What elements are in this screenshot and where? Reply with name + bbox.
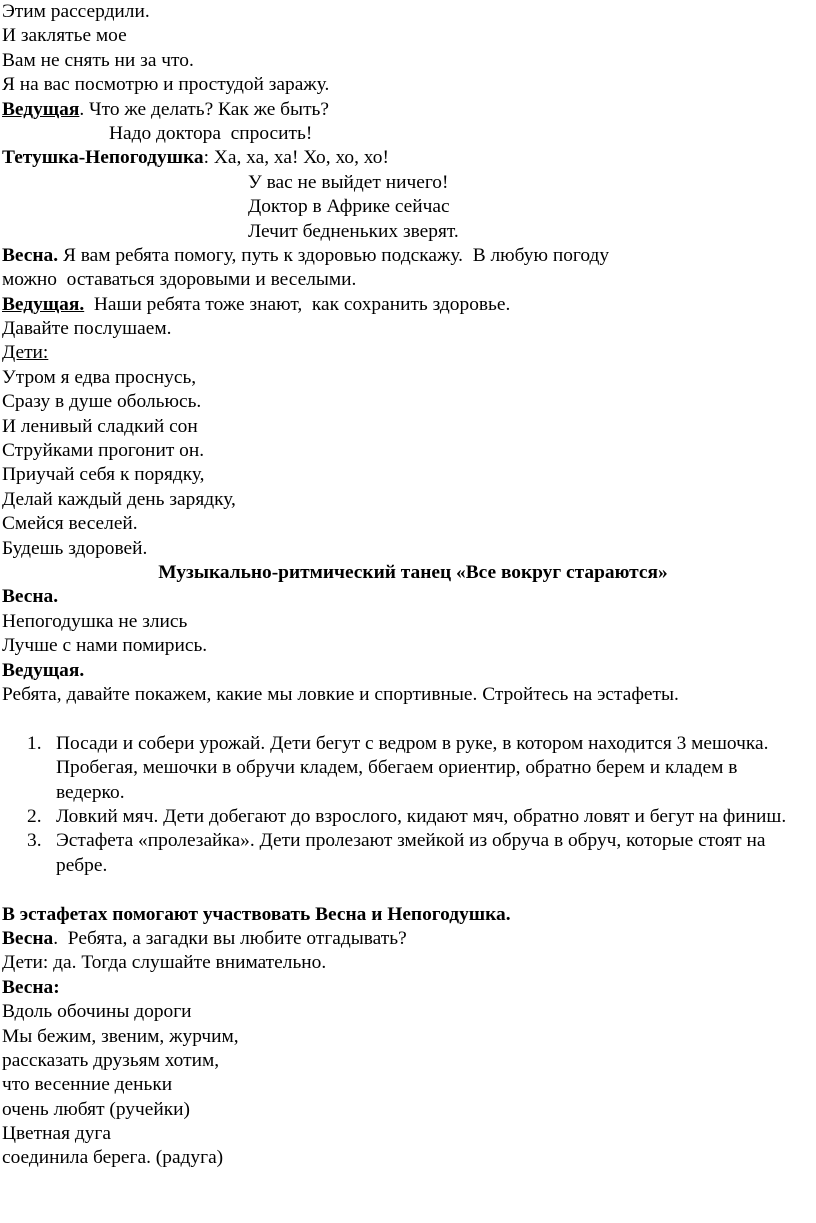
dialogue-line [2,927,814,951]
riddle-line: Мы бежим, звеним, журчим, [2,1025,239,1047]
speaker-label: Весна: [2,976,60,998]
relay-list [2,732,814,878]
riddle-line: очень любят (ручейки) [2,1098,190,1120]
text-line: можно оставаться здоровыми и веселыми. [2,269,357,291]
text-line: Дети: да. Тогда слушайте внимательно. [2,952,327,974]
riddle-line: соединила берега. (радуга) [2,1147,224,1169]
list-number: 2. [27,805,42,827]
bold-note: В эстафетах помогают участвовать Весна и Непогодушка. [2,903,511,925]
speaker-label: Весна. [2,244,59,266]
speaker-label: Дети: [2,342,49,364]
riddle-line: Вдоль обочины дороги [2,1001,192,1023]
dialogue-line [2,244,814,268]
riddle-line: Цветная дуга [2,1123,111,1145]
list-text: Эстафета «пролезайка». Дети пролезают змейкой из обруча в обруч, которые стоят на ребре. [56,830,766,876]
speaker-label: Ведущая. [2,659,85,681]
document-page [2,0,814,1171]
dialogue-line [2,146,814,170]
dialogue-line [2,98,814,122]
poem-line: Сразу в душе обольюсь. [2,391,202,413]
list-text: Посади и собери урожай. Дети бегут с ведром в руке, в котором находится 3 мешочка. Пробегая, мешочки в обручи кладем, ббегаем ориентир, обратно берем и кладем в ведерко. [56,732,769,803]
list-item [2,829,814,878]
section-heading: Музыкально-ритмический танец «Все вокруг стараются» [158,561,668,583]
list-item [2,732,814,805]
text-line: И заклятье мое [2,25,127,47]
riddle-line: рассказать друзьям хотим, [2,1049,220,1071]
poem-line: Делай каждый день зарядку, [2,488,236,510]
speaker-label: Ведущая [2,98,80,120]
speaker-label: Ведущая. [2,293,85,315]
text-line: Лучше с нами помирись. [2,635,208,657]
text-line: Непогодушка не злись [2,610,188,632]
speaker-label: Весна [2,927,54,949]
poem-line: Приучай себя к порядку, [2,464,205,486]
list-text: Ловкий мяч. Дети добегают до взрослого, кидают мяч, обратно ловят и бегут на финиш. [56,805,787,827]
text-line: Надо доктора спросить! [109,122,313,144]
list-number: 3. [27,830,42,852]
dialogue-text: Я вам ребята помогу, путь к здоровью подскажу. В любую погоду [58,244,610,266]
poem-line: Струйками прогонит он. [2,440,205,462]
text-line: У вас не выйдет ничего! [248,171,449,193]
poem-line: Будешь здоровей. [2,537,148,559]
list-item [2,805,814,829]
text-line: Давайте послушаем. [2,318,172,340]
list-number: 1. [27,732,42,754]
dialogue-text: . Ребята, а загадки вы любите отгадывать? [53,927,407,949]
dialogue-text: : Ха, ха, ха! Хо, хо, хо! [203,147,389,169]
text-line: Доктор в Африке сейчас [248,196,450,218]
text-line: Вам не снять ни за что. [2,49,194,71]
text-line: Ребята, давайте покажем, какие мы ловкие и спортивные. Стройтесь на эстафеты. [2,683,679,705]
text-line: Этим рассердили. [2,1,150,22]
dialogue-text: Наши ребята тоже знают, как сохранить здоровье. [84,293,511,315]
poem-line: И ленивый сладкий сон [2,415,198,437]
text-line: Я на вас посмотрю и простудой заражу. [2,74,330,96]
text-line: Лечит бедненьких зверят. [248,220,459,242]
speaker-label: Весна. [2,586,59,608]
dialogue-line [2,293,814,317]
riddle-line: что весенние деньки [2,1074,173,1096]
speaker-label: Тетушка-Непогодушка [2,147,204,169]
poem-line: Смейся веселей. [2,513,138,535]
poem-line: Утром я едва проснусь, [2,366,197,388]
dialogue-text: . Что же делать? Как же быть? [79,98,330,120]
